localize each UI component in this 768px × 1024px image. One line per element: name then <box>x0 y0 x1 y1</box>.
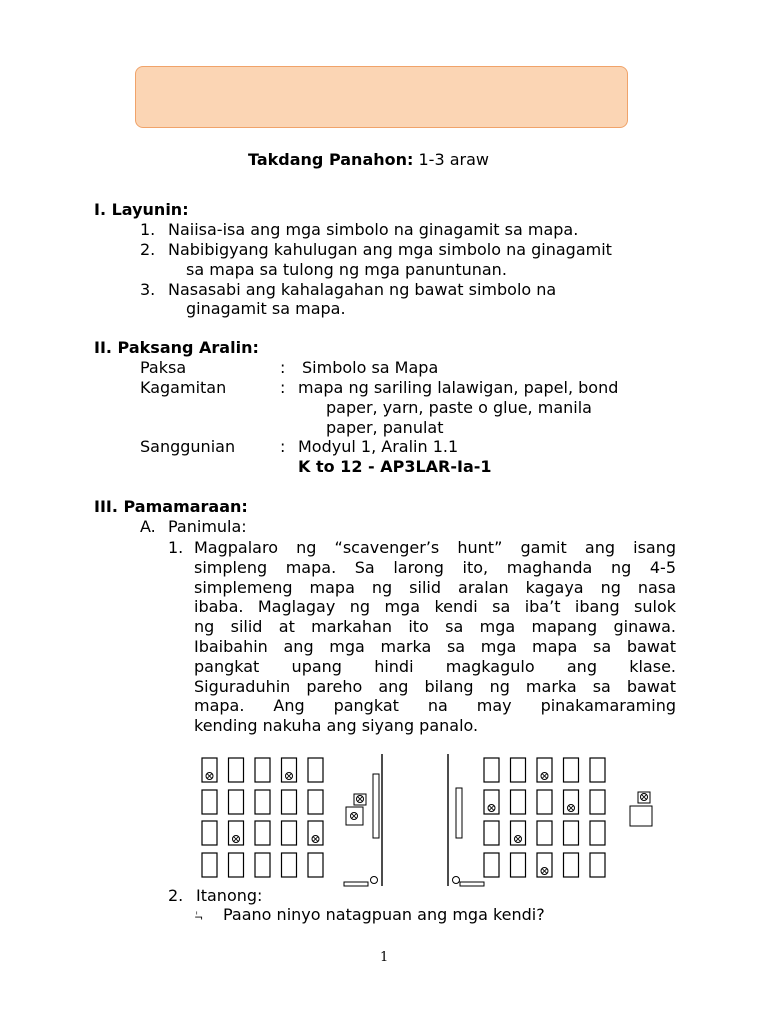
header-banner <box>135 66 628 128</box>
step-2-label: Itanong: <box>196 886 263 905</box>
desk <box>229 790 244 814</box>
desk <box>511 758 526 782</box>
desk <box>202 758 217 782</box>
desk <box>255 853 270 877</box>
step-1-line: simplemeng mapa ng silid aralan kagaya ng nasa <box>194 577 676 597</box>
page-number: 1 <box>380 950 389 965</box>
desk <box>202 790 217 814</box>
step-2-number: 2. <box>168 886 184 905</box>
duration-value: 1-3 araw <box>418 150 489 169</box>
desk <box>511 853 526 877</box>
step-1-paragraph <box>194 538 676 736</box>
desk <box>590 790 605 814</box>
objective-3-text-cont: ginagamit sa mapa. <box>186 299 346 318</box>
objective-2-number: 2. <box>140 240 156 259</box>
paksa-label: Paksa <box>140 358 187 377</box>
step-1-line: pangkat upang hindi magkagulo ang klase. <box>194 656 676 676</box>
desk <box>255 790 270 814</box>
desk <box>484 821 499 845</box>
kagamitan-value: mapa ng sariling lalawigan, papel, bond <box>298 378 619 397</box>
door-knob <box>453 877 460 884</box>
objective-1-text: Naiisa-isa ang mga simbolo na ginagamit sa mapa. <box>168 220 579 239</box>
duration-label: Takdang Panahon: <box>248 150 414 169</box>
objective-2-text: Nabibigyang kahulugan ang mga simbolo na ginagamit <box>168 240 612 259</box>
bullet-icon: ¬ٰ <box>194 911 204 924</box>
desk <box>202 821 217 845</box>
desk <box>511 821 526 845</box>
step-1-line: Ibaibahin ang mga marka sa mga mapa sa bawat <box>194 636 676 656</box>
kagamitan-colon: : <box>280 378 286 397</box>
kagamitan-value-cont2: paper, panulat <box>326 418 444 437</box>
step-1-line: kending nakuha ang siyang panalo. <box>194 716 479 736</box>
desk <box>590 853 605 877</box>
desk <box>282 821 297 845</box>
objective-3-text: Nasasabi ang kahalagahan ng bawat simbolo na <box>168 280 557 299</box>
step-1-line: simpleng mapa. Sa larong ito, maghanda ng 4-5 <box>194 557 676 577</box>
desk <box>537 790 552 814</box>
step-1-line: mapa. Ang pangkat na may pinakamaraming <box>194 696 676 716</box>
door <box>460 882 484 886</box>
step-1-line: Siguraduhin pareho ang bilang ng marka sa bawat <box>194 676 676 696</box>
desk <box>537 821 552 845</box>
desk <box>255 821 270 845</box>
step-1-number: 1. <box>168 538 184 557</box>
desk <box>590 821 605 845</box>
desk <box>282 853 297 877</box>
step-1-line: ng silid at markahan ito sa mga mapang ginawa. <box>194 617 676 637</box>
door <box>344 882 368 886</box>
desk <box>229 853 244 877</box>
sub-a-label: Panimula: <box>168 517 247 536</box>
desk <box>484 853 499 877</box>
sanggunian-label: Sanggunian <box>140 437 236 456</box>
classroom-map-left <box>194 752 384 888</box>
step-1-line: Magpalaro ng “scavenger’s hunt” gamit ang isang <box>194 538 676 557</box>
desk <box>564 790 579 814</box>
objective-3-number: 3. <box>140 280 156 299</box>
door-knob <box>371 877 378 884</box>
desk <box>511 790 526 814</box>
duration-line <box>248 150 489 170</box>
objective-1-number: 1. <box>140 220 156 239</box>
desk <box>484 790 499 814</box>
curriculum-code: K to 12 - AP3LAR-Ia-1 <box>298 457 492 476</box>
section-layunin-heading: I. Layunin: <box>94 200 189 219</box>
desk <box>255 758 270 782</box>
classroom-map-right <box>446 752 658 888</box>
desk <box>564 821 579 845</box>
desk <box>537 758 552 782</box>
question-text: Paano ninyo natagpuan ang mga kendi? <box>223 905 545 924</box>
desk <box>308 821 323 845</box>
paksa-value: Simbolo sa Mapa <box>302 358 439 377</box>
desk <box>282 758 297 782</box>
desk <box>229 821 244 845</box>
kagamitan-label: Kagamitan <box>140 378 227 397</box>
sanggunian-colon: : <box>280 437 286 456</box>
desk <box>308 853 323 877</box>
desk <box>564 758 579 782</box>
desk <box>590 758 605 782</box>
sanggunian-value: Modyul 1, Aralin 1.1 <box>298 437 459 456</box>
desk <box>484 758 499 782</box>
step-1-line: ibaba. Maglagay ng mga kendi sa iba’t ibang sulok <box>194 597 676 617</box>
desk <box>202 853 217 877</box>
objective-2-text-cont: sa mapa sa tulong ng mga panuntunan. <box>186 260 507 279</box>
kagamitan-value-cont1: paper, yarn, paste o glue, manila <box>326 398 592 417</box>
teacher-table <box>630 806 652 826</box>
paksa-colon: : <box>280 358 286 377</box>
board <box>373 774 379 838</box>
section-paksang-aralin-heading: II. Paksang Aralin: <box>94 338 259 357</box>
desk <box>537 853 552 877</box>
desk <box>229 758 244 782</box>
board <box>456 788 462 838</box>
section-pamamaraan-heading: III. Pamamaraan: <box>94 497 248 516</box>
desk <box>308 758 323 782</box>
desk <box>308 790 323 814</box>
sub-a-letter: A. <box>140 517 156 536</box>
desk <box>564 853 579 877</box>
desk <box>282 790 297 814</box>
